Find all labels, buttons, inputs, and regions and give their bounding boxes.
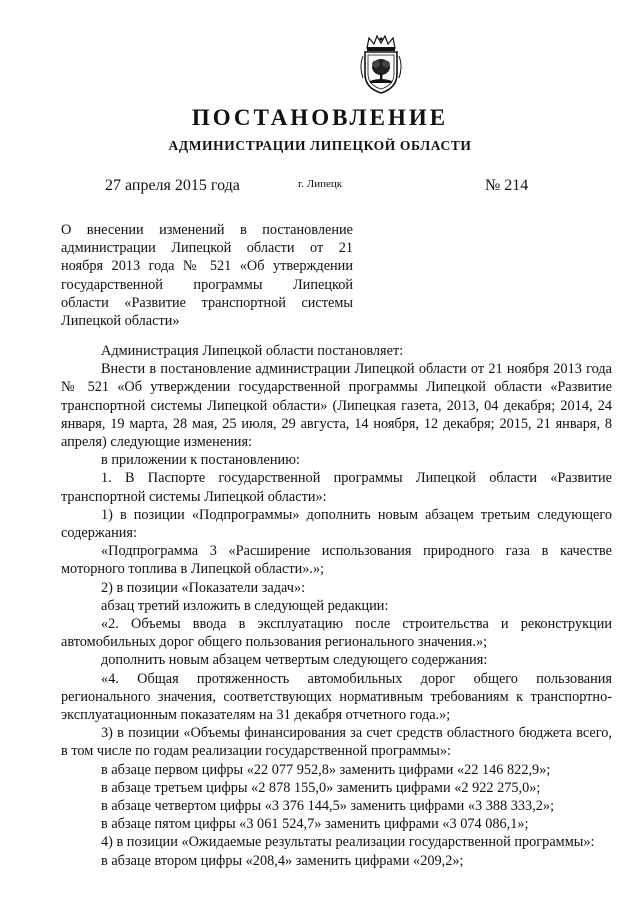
body-paragraph: Администрация Липецкой области постановляет: <box>101 343 404 359</box>
body-paragraph: 2) в позиции «Показатели задач»: <box>101 579 306 596</box>
body-paragraph: 4) в позиции «Ожидаемые результаты реализации государственной программы»: <box>101 834 595 851</box>
document-subject <box>61 221 353 330</box>
body-paragraph: «4. Общая протяженность автомобильных дорог общего пользования регионального значения, соответствующих нормативным требованиям к транспортно-эксплуатационным показателям на 31 декабря отчетного года.»; <box>61 670 612 724</box>
document-city: г. Липецк <box>298 178 343 190</box>
document-body <box>61 342 612 870</box>
document-number: № 214 <box>485 177 529 194</box>
subject-line: Липецкой области» <box>61 313 180 330</box>
coat-of-arms-icon <box>357 34 405 96</box>
body-paragraph: в абзаце первом цифры «22 077 952,8» заменить цифрами «22 146 822,9»; <box>101 761 551 778</box>
body-paragraph: 1) в позиции «Подпрограммы» дополнить новым абзацем третьим следующего содержания: <box>61 506 612 542</box>
subject-line: О внесении изменений в постановление <box>61 222 353 238</box>
body-paragraph: «Подпрограмма 3 «Расширение использования природного газа в качестве моторного топлива в Липецкой области».»; <box>61 543 612 578</box>
body-paragraph: в абзаце третьем цифры «2 878 155,0» заменить цифрами «2 922 275,0»; <box>101 779 541 796</box>
subject-line: ноября 2013 года № 521 «Об утверждении <box>61 258 353 275</box>
body-paragraph: Внести в постановление администрации Липецкой области от 21 ноября 2013 года № 521 «Об утверждении государственной программы Липецкой области «Развитие транспортной системы Липецкой области» (Липецкая газета, 2013, 04 декабря; 2014, 24 января, 19 марта, 28 мая, 25 июля, 29 августа, 14 ноября, 12 декабря; 2015, 21 января, 8 апреля) следующие изменения: <box>61 361 612 451</box>
document-subtitle: АДМИНИСТРАЦИИ ЛИПЕЦКОЙ ОБЛАСТИ <box>168 138 472 153</box>
body-paragraph: «2. Объемы ввода в эксплуатацию после строительства и реконструкции автомобильных дорог общего пользования регионального значения.»; <box>61 616 612 651</box>
body-paragraph: 1. В Паспорте государственной программы Липецкой области «Развитие транспортной системы Липецкой области»: <box>61 470 612 505</box>
document-date: 27 апреля 2015 года <box>105 177 240 194</box>
body-paragraph: абзац третий изложить в следующей редакции: <box>101 597 389 614</box>
body-paragraph: 3) в позиции «Объемы финансирования за счет средств областного бюджета всего, в том числе по годам реализации государственной программы»: <box>61 725 612 760</box>
document-title: ПОСТАНОВЛЕНИЕ <box>191 105 449 130</box>
body-paragraph: в абзаце четвертом цифры «3 376 144,5» заменить цифрами «3 388 333,2»; <box>101 798 555 815</box>
body-paragraph: в абзаце втором цифры «208,4» заменить цифрами «209,2»; <box>101 852 464 869</box>
body-paragraph: в приложении к постановлению: <box>101 452 300 469</box>
subject-line: государственной программы Липецкой <box>61 276 353 293</box>
subject-line: администрации Липецкой области от 21 <box>61 240 353 257</box>
subject-line: области «Развитие транспортной системы <box>61 294 353 311</box>
body-paragraph: дополнить новым абзацем четвертым следующего содержания: <box>101 652 488 669</box>
body-paragraph: в абзаце пятом цифры «3 061 524,7» заменить цифрами «3 074 086,1»; <box>101 816 529 833</box>
